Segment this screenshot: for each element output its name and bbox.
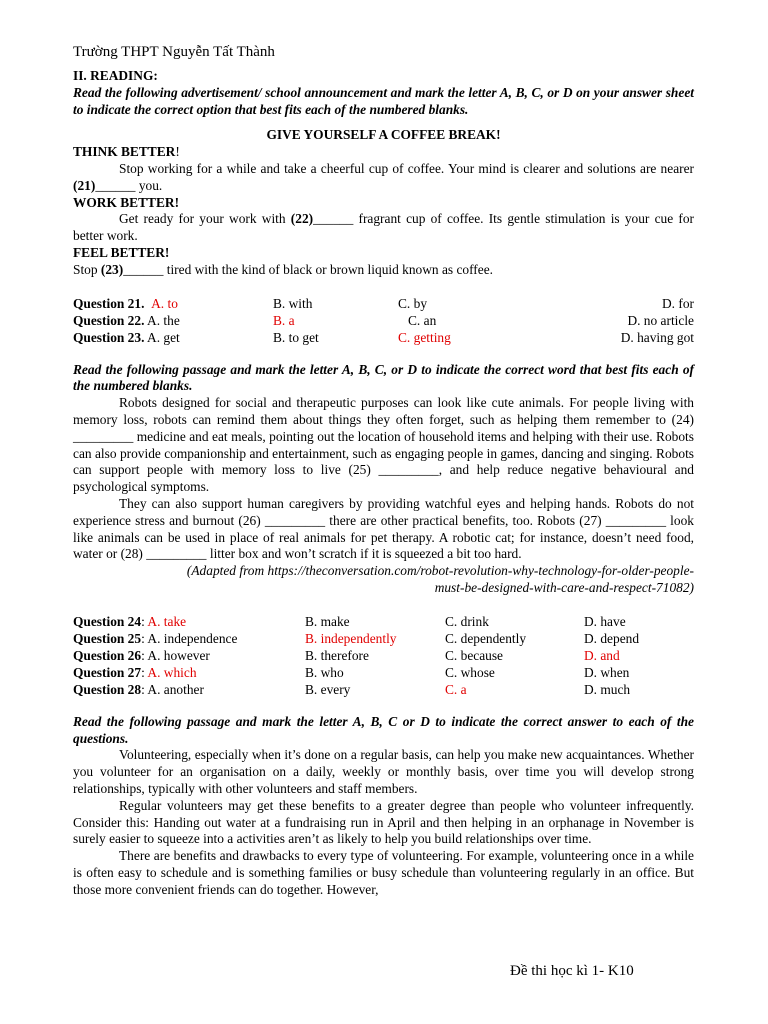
section-instruction: Read the following advertisement/ school announcement and mark the letter A, B, C, or D on your answer sheet to indicate the correct option that best fits each of the numbered blanks. (73, 84, 694, 117)
passage2-paragraph-2: They can also support human caregivers by providing watchful eyes and helping hands. Robots do not experience stress and burnout (26) _________ there are other practical benefits, too. Robots (27) _________ look like animals can be used in place of real animals for pet therapy. A robotic cat; for instance, doesn’t need food, water or (28) _________ litter box and won’t scratch if it is squeezed a bit too hard. (73, 495, 694, 562)
questions-24-28 (73, 613, 694, 698)
school-name: Trường THPT Nguyễn Tất Thành (73, 44, 275, 60)
passage2-source-1: (Adapted from https://theconversation.com/robot-revolution-why-technology-for-older-people- (186, 563, 694, 579)
passage2-paragraph-1: Robots designed for social and therapeutic purposes can look like cute animals. For people living with memory loss, robots can remind them about things they often forget, such as helping them remember to (24) _________ medicine and eat meals, pointing out the location of household items and helping with their use. Robots can also provide companionship and entertainment, such as engaging people in games, dancing and singing. Robots can support people with memory loss to live (25) _________, and help reduce negative behavioural and psychological symptoms. (73, 395, 694, 495)
page-footer: Đề thi học kì 1- K10 (510, 963, 634, 979)
ad-title: GIVE YOURSELF A COFFEE BREAK! (266, 127, 501, 143)
section-title: II. READING: (73, 68, 158, 83)
question-row: Question 27: A. which B. who C. whose D. when (73, 664, 630, 680)
ad-paragraph-3: Stop (23)______ tired with the kind of black or brown liquid known as coffee. (73, 261, 493, 277)
passage3-paragraph-2: Regular volunteers may get these benefits to a greater degree than people who volunteer infrequently. Consider this: Handing out water at a fundraising run in April and then helping in an orphanage in November is surely easier to squeeze into a activities aren’t as likely to help you build relationships over time. (73, 797, 694, 847)
passage3-instruction: Read the following passage and mark the letter A, B, C or D to indicate the correct answer to each of the questions. (73, 713, 694, 746)
question-row: Question 28: A. another B. every C. a D. much (73, 681, 631, 697)
ad-paragraph-2: Get ready for your work with (22)______ fragrant cup of coffee. Its gentle stimulation is your cue for better work. (73, 211, 694, 244)
ad-paragraph-1: Stop working for a while and take a cheerful cup of coffee. Your mind is clearer and solutions are nearer (21)______ you. (73, 160, 694, 193)
ad-heading-feel: FEEL BETTER! (73, 244, 170, 260)
question-row: Question 26: A. however B. therefore C. because D. and (73, 647, 620, 663)
question-row: Question 24: A. take B. make C. drink D. have (73, 613, 626, 629)
passage3-paragraph-3: There are benefits and drawbacks to every type of volunteering. For example, volunteering once in a while is often easy to schedule and is something families or busy schedule than volunteering regularly in an office. But those more convenient friends can do together. However, (73, 848, 694, 897)
questions-21-23 (73, 295, 694, 346)
passage2-instruction: Read the following passage and mark the letter A, B, C, or D to indicate the correct word that best fits each of the numbered blanks. (73, 361, 694, 394)
passage3-paragraph-1: Volunteering, especially when it’s done on a regular basis, can help you make new acquaintances. Whether you volunteer for an organisation on a daily, weekly or monthly basis, over time you will develop strong relationships, typically with other volunteers and staff members. (73, 747, 694, 796)
question-row: Question 22. A. the B. a C. an D. no article (73, 312, 694, 328)
passage2-source-2: must-be-designed-with-care-and-respect-71082) (434, 579, 694, 595)
question-row: Question 21. A. to B. with C. by D. for (73, 295, 694, 311)
ad-heading-work: WORK BETTER! (73, 194, 180, 210)
document-page (73, 42, 694, 898)
question-row: Question 25: A. independence B. independently C. dependently D. depend (73, 630, 640, 646)
ad-heading-think: THINK BETTER! (73, 144, 180, 160)
question-row: Question 23. A. get B. to get C. getting D. having got (73, 329, 694, 345)
